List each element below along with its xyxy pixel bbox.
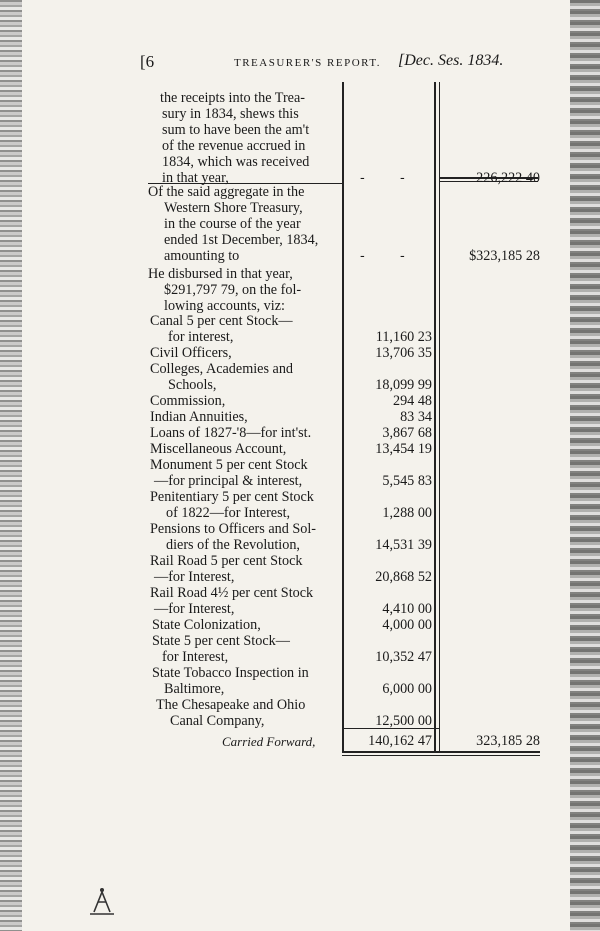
row-15-amount: 4,000 00 <box>382 617 432 633</box>
row-18-desc-line-0: The Chesapeake and Ohio <box>156 697 306 713</box>
rule-footer-2 <box>342 755 540 756</box>
row-0-desc-line-2: sum to have been the am't <box>162 122 310 138</box>
row-16-desc-line-0: State 5 per cent Stock— <box>152 633 290 649</box>
row-7-amount: 83 34 <box>400 409 432 425</box>
row-0-total: 226,222 40 <box>476 170 540 186</box>
row-3-amount: 11,160 23 <box>375 329 432 345</box>
row-7-desc-line-0: Indian Annuities, <box>150 409 248 425</box>
row-0-desc-line-4: 1834, which was received <box>162 154 310 170</box>
row-5-desc-line-0: Colleges, Academies and <box>150 361 294 377</box>
row-17-desc-line-1: Baltimore, <box>164 681 225 697</box>
row-6-desc-line-0: Commission, <box>150 393 226 409</box>
row-15-desc-line-0: State Colonization, <box>152 617 261 633</box>
row-14-desc-line-0: Rail Road 4½ per cent Stock <box>150 585 314 601</box>
row-13-desc-line-1: —for Interest, <box>154 569 235 585</box>
carried-forward-col2: 323,185 28 <box>476 733 540 749</box>
row-5-amount: 18,099 99 <box>375 377 432 393</box>
row-9-amount: 13,454 19 <box>375 441 432 457</box>
running-header <box>140 52 520 76</box>
row-1-dash-0: - <box>360 248 365 264</box>
row-2-desc-line-2: lowing accounts, viz: <box>164 298 285 314</box>
row-1-desc-line-3: ended 1st December, 1834, <box>164 232 319 248</box>
row-2-desc-line-1: $291,797 79, on the fol- <box>164 282 302 298</box>
row-10-amount: 5,545 83 <box>382 473 432 489</box>
row-16-desc-line-1: for Interest, <box>162 649 229 665</box>
row-1-desc-line-4: amounting to <box>164 248 240 264</box>
row-3-desc-line-1: for interest, <box>168 329 234 345</box>
row-0-desc-line-1: sury in 1834, shews this <box>162 106 299 122</box>
row-13-amount: 20,868 52 <box>375 569 432 585</box>
session-date: [Dec. Ses. 1834. <box>398 52 504 69</box>
rule-col1-right-b <box>439 82 440 752</box>
row-12-amount: 14,531 39 <box>375 537 432 553</box>
rule-col1-right-a <box>434 82 436 752</box>
row-12-desc-line-0: Pensions to Officers and Sol- <box>150 521 317 537</box>
row-0-desc-line-0: the receipts into the Trea- <box>160 90 305 106</box>
row-14-desc-line-1: —for Interest, <box>154 601 235 617</box>
binding-edge-right <box>570 0 600 931</box>
row-3-desc-line-0: Canal 5 per cent Stock— <box>150 313 293 329</box>
row-13-desc-line-0: Rail Road 5 per cent Stock <box>150 553 303 569</box>
row-11-amount: 1,288 00 <box>382 505 432 521</box>
row-0-dash-0: - <box>360 170 365 186</box>
row-11-desc-line-1: of 1822—for Interest, <box>166 505 291 521</box>
row-4-amount: 13,706 35 <box>375 345 432 361</box>
row-1-desc-line-0: Of the said aggregate in the <box>148 184 305 200</box>
row-17-amount: 6,000 00 <box>382 681 432 697</box>
row-8-desc-line-0: Loans of 1827-'8—for int'st. <box>150 425 312 441</box>
row-1-desc-line-1: Western Shore Treasury, <box>164 200 303 216</box>
carried-forward-label: Carried Forward, <box>222 734 316 749</box>
row-5-desc-line-1: Schools, <box>168 377 217 393</box>
row-17-desc-line-0: State Tobacco Inspection in <box>152 665 309 681</box>
row-10-desc-line-1: —for principal & interest, <box>154 473 303 489</box>
page-number: [6 <box>140 52 155 71</box>
carried-forward-col1: 140,162 47 <box>368 733 432 749</box>
row-0-desc-line-5: in that year, <box>162 170 229 186</box>
binding-edge-left <box>0 0 22 931</box>
row-12-desc-line-1: diers of the Revolution, <box>166 537 300 553</box>
row-6-amount: 294 48 <box>392 393 432 409</box>
row-1-dash-1: - <box>400 248 405 264</box>
stamp-mark-icon <box>84 884 120 920</box>
row-0-desc-line-3: of the revenue accrued in <box>162 138 306 154</box>
row-4-desc-line-0: Civil Officers, <box>150 345 232 361</box>
row-14-amount: 4,410 00 <box>382 601 432 617</box>
row-9-desc-line-0: Miscellaneous Account, <box>150 441 287 457</box>
row-1-desc-line-2: in the course of the year <box>164 216 301 232</box>
row-11-desc-line-0: Penitentiary 5 per cent Stock <box>150 489 314 505</box>
row-0-dash-1: - <box>400 170 405 186</box>
row-16-amount: 10,352 47 <box>375 649 432 665</box>
row-8-amount: 3,867 68 <box>382 425 432 441</box>
row-2-desc-line-0: He disbursed in that year, <box>148 266 293 282</box>
row-18-desc-line-1: Canal Company, <box>170 713 265 729</box>
row-18-amount: 12,500 00 <box>375 713 432 729</box>
report-title: TREASURER'S REPORT. <box>234 57 381 69</box>
row-10-desc-line-0: Monument 5 per cent Stock <box>150 457 308 473</box>
row-1-total: $323,185 28 <box>469 248 540 264</box>
rule-footer-1 <box>342 751 540 753</box>
